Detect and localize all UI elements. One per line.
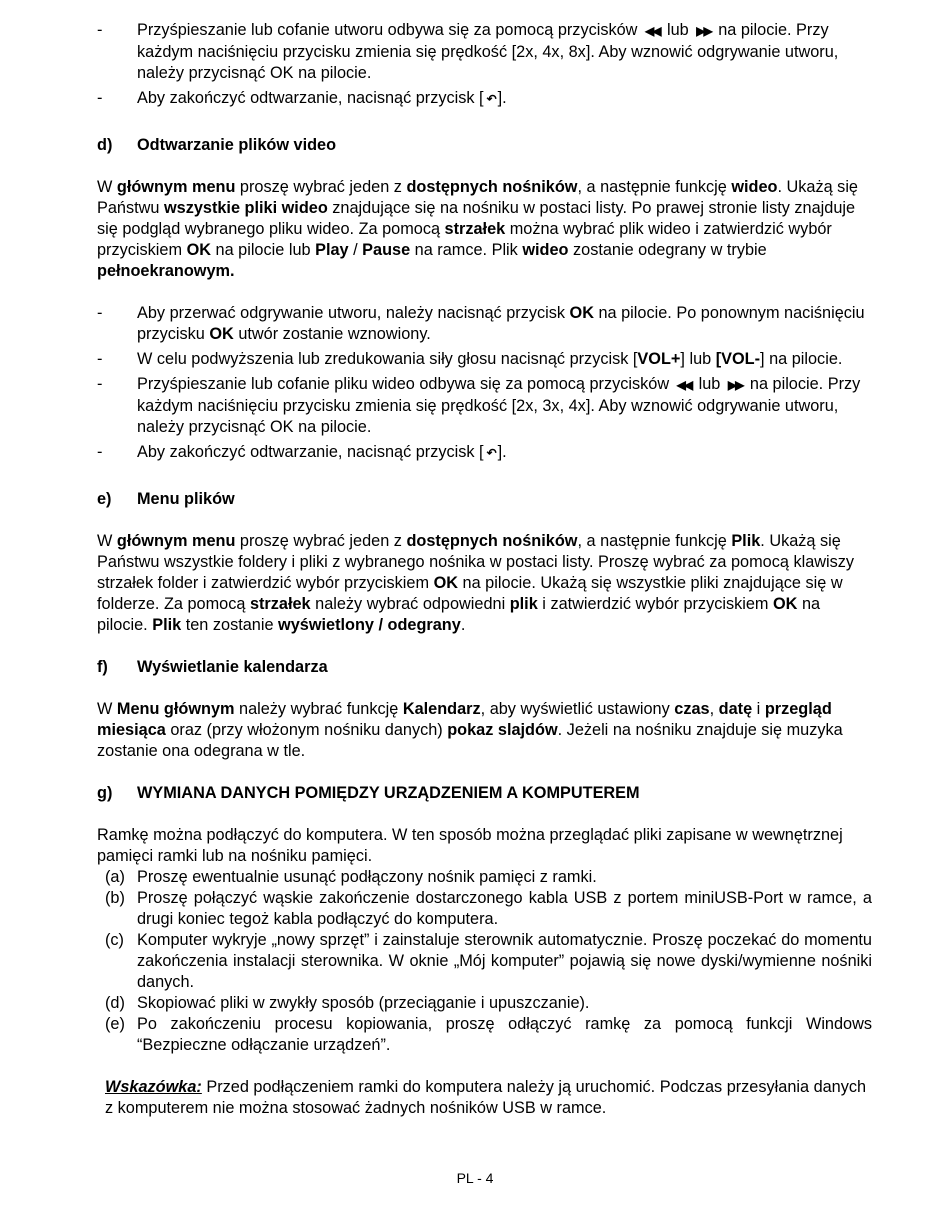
section-title: WYMIANA DANYCH POMIĘDZY URZĄDZENIEM A KOMPUTEREM (137, 784, 640, 802)
text-run: , aby wyświetlić ustawiony (480, 700, 675, 718)
section-d-heading (97, 135, 872, 156)
bold-text: OK (433, 574, 458, 592)
bold-text: OK (186, 241, 211, 259)
return-icon: ↶ (486, 92, 495, 106)
text-run: . Ukażą się Państwu (97, 178, 858, 217)
tip-label: Wskazówka: (105, 1078, 202, 1096)
text-run: Proszę połączyć wąskie zakończenie dostarczonego kabla USB z portem miniUSB-Port w ramce, a drugi koniec tegoż kabla podłączyć do komputera. (137, 889, 872, 928)
bold-text: wideo (522, 241, 569, 259)
text-run: Komputer wykryje „nowy sprzęt” i zainstaluje sterownik automatycznie. Proszę poczekać do momentu zakończenia instalacji sterownika. W oknie „Mój komputer” pojawią się nowe dyski/wymienne nośniki danych. (137, 931, 872, 991)
bold-text: OK (209, 325, 234, 343)
list-item-text (137, 1015, 872, 1054)
list-item-text (137, 868, 597, 886)
text-run: na pilocie. Ukażą się wszystkie pliki znajdujące się w folderze. Za pomocą (97, 574, 843, 613)
list-marker: - (97, 89, 103, 107)
section-g-paragraph (97, 825, 872, 867)
section-title: Menu plików (137, 490, 235, 508)
text-run: Proszę ewentualnie usunąć podłączony nośnik pamięci z ramki. (137, 868, 597, 886)
bold-text: Plik (152, 616, 182, 634)
rewind-icon: ◀◀ (644, 24, 660, 38)
section-d-paragraph (97, 177, 872, 282)
list-item-text (137, 443, 507, 461)
text-run: , a następnie funkcję (577, 532, 732, 550)
section-e-paragraph (97, 531, 872, 636)
text-run: znajdujące się na nośniku w postaci listy. Po prawej stronie listy znajduje się podgląd wybranego pliku wideo. Za pomocą (97, 199, 856, 238)
text-run: Przyśpieszanie lub cofanie utworu odbywa się za pomocą przycisków (137, 21, 642, 39)
text-run: należy wybrać odpowiedni (310, 595, 510, 613)
list-item (97, 888, 872, 930)
text-run: na pilocie lub (210, 241, 316, 259)
tip-note (97, 1077, 872, 1119)
bold-text: strzałek (249, 595, 311, 613)
text-run: oraz (przy włożonym nośniku danych) (165, 721, 448, 739)
section-letter: e) (97, 490, 112, 508)
list-marker: (e) (105, 1015, 125, 1033)
text-run: Ramkę można podłączyć do komputera. W ten sposób można przeglądać pliki zapisane w wewnętrznej pamięci ramki lub na nośniku pamięci. (97, 826, 843, 865)
text-run: i (752, 700, 765, 718)
text-run: na pilocie. Przy każdym naciśnięciu przycisku zmienia się prędkość [2x, 3x, 4x]. Aby wznowić odgrywanie utworu, należy przycisnąć OK na pilocie. (137, 375, 861, 436)
text-run: zostanie odegrany w trybie (568, 241, 767, 259)
list-item-text (137, 994, 589, 1012)
section-g-heading (97, 783, 872, 804)
text-run: Skopiować pliki w zwykły sposób (przeciąganie i upuszczanie). (137, 994, 590, 1012)
text-run: Przyśpieszanie lub cofanie pliku wideo odbywa się za pomocą przycisków (137, 375, 674, 393)
text-run: na pilocie. Przy każdym naciśnięciu przycisku zmienia się prędkość [2x, 4x, 8x]. Aby wznowić odgrywanie utworu, należy przycisnąć OK na pilocie. (137, 21, 839, 82)
section-letter: f) (97, 658, 108, 676)
bold-text: plik (509, 595, 538, 613)
section-title: Wyświetlanie kalendarza (137, 658, 328, 676)
text-run: lub (694, 375, 725, 393)
text-run: W celu podwyższenia lub zredukowania siły głosu nacisnąć przycisk [ (137, 350, 638, 368)
text-run: . Jeżeli na nośniku znajduje się muzyka zostanie ona odegrana w tle. (97, 721, 843, 760)
section-g-steps (97, 867, 872, 1056)
list-marker: - (97, 443, 103, 461)
text-run: W (97, 700, 117, 718)
list-item (97, 930, 872, 993)
bold-text: Plik (731, 532, 761, 550)
section-e-heading (97, 489, 872, 510)
text-run: Przed podłączeniem ramki do komputera należy ją uruchomić. Podczas przesyłania danych z komputerem nie można stosować żadnych nośników USB w ramce. (105, 1078, 867, 1117)
bold-text: strzałek (444, 220, 506, 238)
section-f-heading (97, 657, 872, 678)
text-run: W (97, 178, 117, 196)
return-icon: ↶ (486, 446, 495, 460)
list-item (97, 867, 872, 888)
bold-text: czas (674, 700, 710, 718)
list-item (97, 88, 872, 110)
bold-text: głównym menu (116, 178, 236, 196)
text-run: ten zostanie (181, 616, 279, 634)
bold-text: Menu głównym (116, 700, 235, 718)
bold-text: VOL+ (637, 350, 681, 368)
bold-text: przegląd miesiąca (97, 700, 832, 739)
bold-text: dostępnych nośników (406, 532, 578, 550)
text-run: , (709, 700, 719, 718)
text-run: W (97, 532, 117, 550)
list-marker: (b) (105, 889, 125, 907)
document-page (97, 20, 872, 1119)
list-marker: (c) (105, 931, 124, 949)
bold-text: OK (773, 595, 798, 613)
text-run: na pilocie. Po ponownym naciśnięciu przycisku (137, 304, 865, 343)
list-item (97, 442, 872, 464)
list-marker: (d) (105, 994, 125, 1012)
bold-text: głównym menu (116, 532, 236, 550)
text-run: . Ukażą się Państwu wszystkie foldery i pliki z wybranego nośnika w postaci listy. Proszę wybrać za pomocą klawiszy strzałek folder i zatwierdzić wybór przyciskiem (97, 532, 855, 592)
list-item (97, 349, 872, 370)
list-item (97, 20, 872, 84)
text-run: / (348, 241, 363, 259)
text-run: lub (662, 21, 694, 39)
rewind-icon: ◀◀ (676, 378, 692, 392)
bold-text: [VOL- (715, 350, 761, 368)
list-item (97, 374, 872, 438)
text-run: utwór zostanie wznowiony. (233, 325, 431, 343)
text-run: i zatwierdzić wybór przyciskiem (537, 595, 774, 613)
text-run: na ramce. Plik (410, 241, 523, 259)
text-run: ]. (497, 443, 507, 461)
text-run: można wybrać plik wideo i zatwierdzić wybór przyciskiem (97, 220, 832, 259)
list-marker: (a) (105, 868, 125, 886)
section-d-bullets (97, 303, 872, 464)
list-item-text (137, 889, 872, 928)
bold-text: Kalendarz (402, 700, 481, 718)
list-marker: - (97, 375, 103, 393)
list-item (97, 993, 872, 1014)
top-bullet-list (97, 20, 872, 110)
text-run: Aby zakończyć odtwarzanie, nacisnąć przycisk [ (137, 443, 484, 461)
section-letter: d) (97, 136, 113, 154)
text-run: ] lub (680, 350, 716, 368)
fast-forward-icon: ▶▶ (696, 24, 711, 38)
page-number: PL - 4 (456, 1170, 494, 1186)
section-f-paragraph (97, 699, 872, 762)
text-run: Aby przerwać odgrywanie utworu, należy nacisnąć przycisk (137, 304, 570, 322)
bold-text: pełnoekranowym. (97, 262, 235, 280)
text-run: na pilocie. (97, 595, 821, 634)
list-item (97, 303, 872, 345)
bold-text: wideo (731, 178, 778, 196)
bold-text: Play (315, 241, 349, 259)
list-item-text (137, 350, 842, 368)
bold-text: OK (569, 304, 594, 322)
bold-text: datę (718, 700, 753, 718)
text-run: proszę wybrać jeden z (235, 178, 407, 196)
list-item-text (137, 375, 860, 436)
bold-text: wszystkie pliki wideo (163, 199, 328, 217)
text-run: . (460, 616, 466, 634)
text-run: proszę wybrać jeden z (235, 532, 407, 550)
list-item (97, 1014, 872, 1056)
bold-text: wyświetlony / odegrany (278, 616, 461, 634)
list-item-text (137, 21, 838, 82)
bold-text: dostępnych nośników (406, 178, 578, 196)
bold-text: pokaz slajdów (447, 721, 558, 739)
fast-forward-icon: ▶▶ (727, 378, 743, 392)
list-marker: - (97, 304, 103, 322)
text-run: ] na pilocie. (760, 350, 843, 368)
text-run: ]. (497, 89, 507, 107)
text-run: , a następnie funkcję (577, 178, 732, 196)
list-item-text (137, 89, 507, 107)
text-run: należy wybrać funkcję (234, 700, 403, 718)
section-title: Odtwarzanie plików video (137, 136, 337, 154)
list-item-text (137, 931, 872, 991)
bold-text: Pause (362, 241, 411, 259)
list-item-text (137, 304, 865, 343)
list-marker: - (97, 21, 103, 39)
text-run: Aby zakończyć odtwarzanie, nacisnąć przycisk [ (137, 89, 484, 107)
section-letter: g) (97, 784, 113, 802)
list-marker: - (97, 350, 103, 368)
text-run: Po zakończeniu procesu kopiowania, proszę odłączyć ramkę za pomocą funkcji Windows “Bezpieczne odłączanie urządzeń”. (137, 1015, 872, 1054)
